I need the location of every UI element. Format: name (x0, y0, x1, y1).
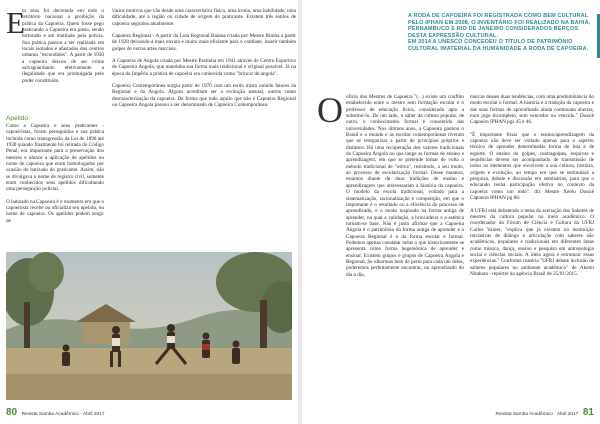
batizado-paragraph: O batizado na Capoeira é o momento em que o capoeirista recebe ou oficializa seu apelido, ou nome de capoeira. Os apelidos podem surgir de (6, 198, 104, 224)
historia-paragraph: marcas desses duas tendências, com uma predominância do modo escolar e formal. A história e a tradição da capoeira e das suas formas de aprendizado ainda continuam abertas, num jogo incompleto, sem vencedor ou vencido." Dossiê Capoeira IPHAN pgs 45 e 46. (470, 94, 594, 126)
left-footer (6, 402, 105, 420)
regional-paragraph: Capoeira Regional - A partir da Luta Regional Baiana criada por Mestre Bimba a partir de 1928 deixando-a mais enxuta e muito mais eficiente para o combate, inserir também golpes de outras artes marciais. (112, 33, 296, 52)
oficio-paragraph: ofício dos Mestres de Capoeira "(...) existe um conflito estabelecido entre o mestre sem formação escolar e o professor de educação física, considerado apto a substituí-lo. De um lado, o saber da cultura popular, de outro, o conhecimento formal e consentido das universidades. Nos últimos anos, a Capoeira ganhou o Brasil e o mundo e as escolas contemporâneas tiveram que se reorganizar a partir de princípios próprios e distintos. Há uma recuperação dos valores tradicionais da Capoeira Angola no que tange as formas de ensino e aprendizagem, em que se pretende tomar de volta o método tradicional de "oitiva", resistindo, a seu modo, ao processo de escolarização formal. Desse maneira, estamos diante de duas tradições de ensino e aprendizagem que atravessaram a história da capoeira. O modelo da escola tradicional, voltado para a sistematização, racionalização e competição, em que o importante é o resultado ou a eficiência do processo de aprendizado, e o modo inspirado na forma antiga de aprender, na qual a validação, a brincadeira e a estética tornam-se base. Não é justo afirmar que a Capoeira Angola é o patrimônio da forma antiga de aprender e a Capoeira Regional é o da forma escolar e formal. Podemos apenas constatar nelas o que historicamente se apresenta como forma hegemônica de aprender e ensinar. Existem grupos e grupos de Capoeira Angola e Regional. Se olharmos bem de perto para cada um deles, poderemos perfeitamente encontrar, no aprendizado do dia a dia, (346, 94, 464, 278)
contemporanea-paragraph: Capoeira Contemporânea surgiu partir de 1970 com um estilo misto unindo fatores da Regional e da Angola. Alguns acreditam ser a evolução natural, outros como descaracterização da capoeira. De forma que tudo aquilo que não é Capoeira Regional ou Capoeira Angola passou a ser denominado de Capoeira Contemporânea. (112, 83, 296, 109)
left-footer-text: Revista Samba Acadêmico · Abril 2017 (21, 412, 105, 417)
ufrj-paragraph: A UFRJ está debatendo o tema da aceitação dos Saberes de mestres da cultura popular no meio acadêmico. O coordenador do Fórum de Ciência e Cultura da UFRJ Carlos Vainer, "explica que já existem na instituição iniciativas de diálogo e articulação com saberes não acadêmicos, populares e tradicionais em diferentes áreas como música, dança, ensino e pesquisa em antropologia social e ciências sociais. A ideia agora é estruturar essas experiências." Conforme matéria "UFRJ debate inclusão de saberes populares no ambiente acadêmico" de Akemi Nitahara - repórter da agência Brasil de 25/01/2015. (470, 207, 594, 277)
estilos-paragraph: vários motivos que vão desde uma característica física, uma ironia, uma habilidade, uma dificuldade, até a região ou cidade de origem do praticante. Existem três estilos de capoeira seguidos atualmente. (112, 8, 296, 27)
angola-paragraph: A Capoeira de Angola criada por Mestre Pastinha em 1941 através do Centro Esportivo de Capoeira Angola, que mantinha sua forma mais tradicional e original possível. Já na época do Império a prática de capoeira era conhecida como "brincar de angola". (112, 58, 296, 77)
ensino-paragraph: "É importante frisar que o ensino/aprendizagem da capoeira não deve ser voltado apenas para o aspecto técnico de aprender determinadas forma de luta e de esporte. O ensino do golpes, contragolpes, esquivas e sequências devem ser acompanhado de transmissão de todos os elementos que envolvem a sua cultura, história, origem e evolução, ao tempo em que se estimulará a pesquisa, debate e discussão em seminários, para que o educando tenha participação efetiva no contexto da capoeira como um todo". dix Mestre Xeréu Dossiê Capoeira IPHAN pg 88. (470, 131, 594, 202)
right-column-1 (346, 94, 464, 284)
pullquote-line-1: A RODA DE CAPOEIRA FOI REGISTRADA COMO BEM CULTURAL PELO IPHAN EM 2008, O INVENTÁRIO FOI REALIZADO NA BAHIA, PERNAMBUCO E RIO DE JANEIRO CONSIDERADOS BERÇOS DESTA EXPRESSÃO CULTURAL. (408, 13, 591, 39)
apelido-paragraph: Como a Capoeira e seus praticantes - capoeiristas, foram perseguidos e sua prática incluída como transgressão da Lei de 1890 até 1930 quando finalmente foi retirada do Código Penal, era importante para a preservação dos mestres e alunos a aplicação de apelidos ou nome de capoeira que eram homologados por ocasião do batizado do praticante. Assim, não se divulgava o nome de registro civil, somente eram conhecidos seus apelidos dificultando uma perseguição policial. (6, 123, 104, 193)
left-page-number: 80 (6, 407, 18, 418)
subtitle-apelido: Apelido (6, 115, 28, 122)
left-column-1 (22, 8, 104, 90)
left-page (0, 0, 298, 424)
dropcap-e: E (6, 5, 25, 40)
right-page-number: 81 (582, 407, 594, 418)
capoeira-painting (6, 252, 292, 400)
dropcap-o: O (317, 90, 343, 130)
left-column-2 (112, 8, 296, 114)
right-footer-text: Revista Samba Acadêmico · Abril 2017 (495, 412, 579, 417)
pullquote-line-2: EM 2014 A UNESCO CONCEDEU O TÍTULO DE PATRIMÔNIO CULTURAL IMATERIAL DA HUMANIDADE A RODA DE CAPOEIRA. (408, 39, 589, 52)
intro-paragraph: m seus foi decretada em todo o território nacional a proibição da prática da Capoeira. Quem fosse pego praticando a Capoeira era preso, sendo torturado e até mutilado pela polícia. Sua prática passou a ser realizada em locais isolados e afastados dos centros urbanos "escondidos". A partir de 1930 a capoeira deixou de ser crime salvaguardando efetivamente a ilegalidade que era promulgada pelo poder constituído. (22, 8, 104, 84)
right-column-2 (470, 94, 594, 283)
right-footer (496, 402, 595, 420)
painting-illustration (6, 252, 292, 400)
pullquote (408, 13, 596, 53)
left-column-1b (6, 112, 104, 224)
